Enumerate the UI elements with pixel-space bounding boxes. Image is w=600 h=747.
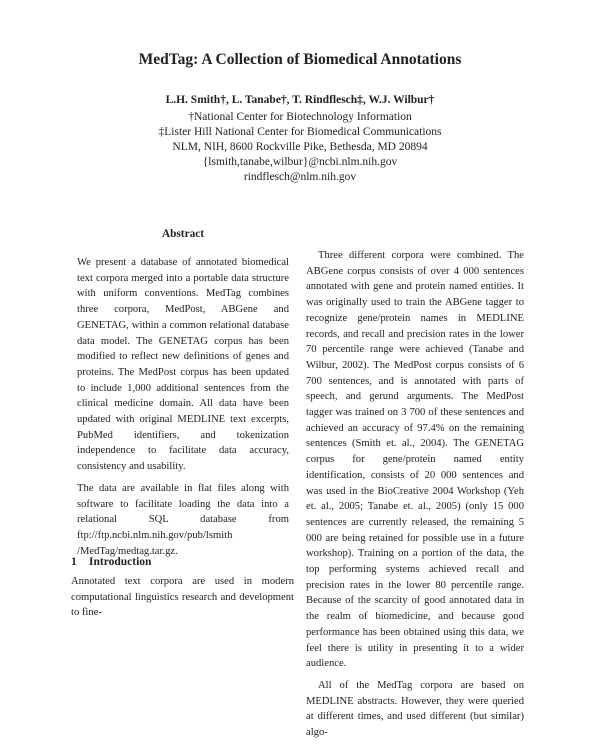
affiliation-address: NLM, NIH, 8600 Rockville Pike, Bethesda, MD 20894	[172, 141, 428, 153]
abstract-paragraph: We present a database of annotated biomedical text corpora merged into a portable data structure with uniform conventions. MedTag combines three corpora, MedPost, ABGene and GENETAG, within a common relational database data model. The GENETAG corpus has been modified to reflect new definitions of genes and proteins. The MedPost corpus has been updated to include 1,000 additional sentences from the clinical medicine domain. All data have been updated with original MEDLINE text excerpts, PubMed identifiers, and tokenization independence to facilitate data accuracy, consistency and usability.	[77, 257, 289, 473]
section-number: 1	[71, 556, 77, 568]
section-heading-introduction	[71, 556, 151, 568]
abstract-body	[77, 255, 289, 565]
abstract-heading: Abstract	[161, 228, 205, 240]
introduction-text: Annotated text corpora are used in modern computational linguistics research and development to fine-	[71, 576, 294, 619]
corpora-paragraph: Three different corpora were combined. The ABGene corpus consists of over 4 000 sentences annotated with gene and protein named entities. It was originally used to train the ABGene tagger to recognize gene/protein names in MEDLINE records, and recall and precision rates in the lower 70 percentile range were achieved (Tanabe and Wilbur, 2002). The MedPost corpus consists of 6 700 sentences, and is annotated with parts of speech, and gerund arguments. The MedPost tagger was trained on 3 700 of these sentences and achieved an accuracy of 97.4% on the remaining sentences (Smith et. al., 2004). The GENETAG corpus for gene/protein named entity identification, consists of 20 000 sentences and was used in the BioCreative 2004 Workshop (Yeh et. al., 2005; Tanabe et. al., 2005) (only 15 000 sentences are currently released, the remaining 5 000 are being retained for possible use in a future workshop). Training on a portion of the data, the top performing systems achieved recall and precision rates in the lower 80 percentile range. Because of the scarcity of good annotated data in the realm of biomedicine, and because good performance has been obtained using this data, we feel there is utility in presenting it to a wider audience.	[306, 250, 524, 670]
paper-title: MedTag: A Collection of Biomedical Annotations	[138, 51, 462, 68]
right-column-body	[306, 248, 524, 747]
email-nlm: rindflesch@nlm.nih.gov	[243, 171, 357, 183]
affiliation-ncbi: †National Center for Biotechnology Information	[188, 111, 412, 123]
email-ncbi: {lsmith,tanabe,wilbur}@ncbi.nlm.nih.gov	[202, 156, 398, 168]
medline-paragraph: All of the MedTag corpora are based on MEDLINE abstracts. However, they were queried at different times, and used different (but similar) algo-	[306, 679, 524, 739]
section-title: Introduction	[89, 556, 152, 568]
affiliation-lister-hill: ‡Lister Hill National Center for Biomedical Communications	[158, 126, 442, 138]
abstract-availability-paragraph: The data are available in flat files along with software to facilitate loading the data into a relational SQL database from ftp://ftp.ncbi.nlm.nih.gov/pub/lsmith /MedTag/medtag.tar.gz.	[77, 482, 289, 557]
author-list: L.H. Smith†, L. Tanabe†, T. Rindflesch‡, W.J. Wilbur†	[165, 94, 435, 106]
